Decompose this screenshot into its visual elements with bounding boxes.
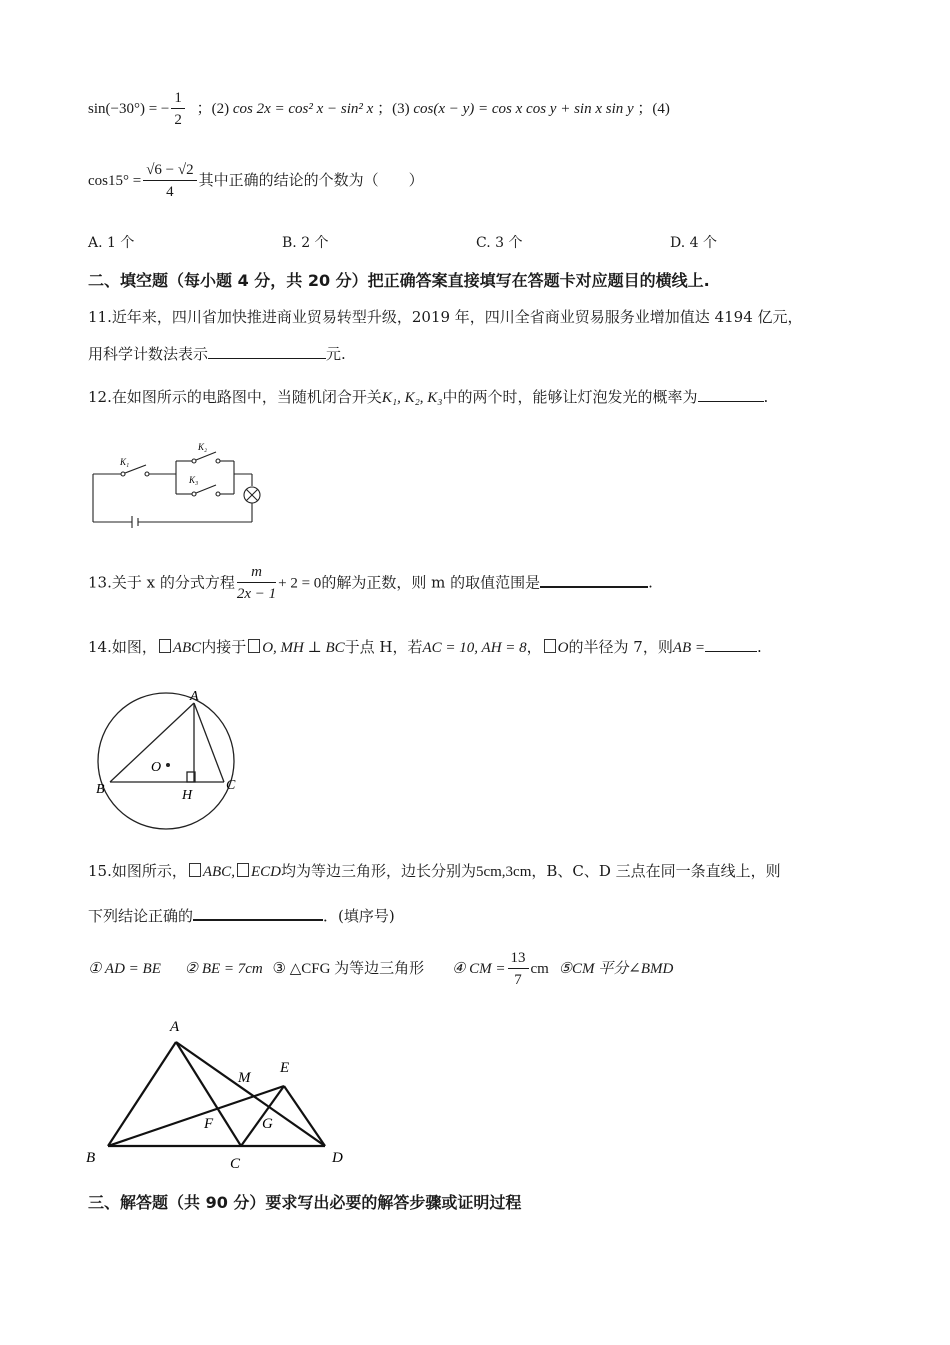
q10-statement-line [88, 88, 670, 131]
q13-text: 13.关于 x 的分式方程 $\frac{m}{2x - 1}$ + 2 = 0的解为正数，则 m 的取值范围是 . [88, 562, 653, 605]
q10-s3: cos(x − y) = cos x cos y + sin x sin y [413, 100, 634, 117]
q10-s2: cos 2x = cos² x − sin² x [232, 100, 374, 117]
q10-option-c[interactable]: C. 3 个 [476, 235, 523, 251]
q12-answer-blank[interactable] [698, 387, 764, 402]
q15-choices: ① AD = BE ② BE = 7cm ③ △CFG 为等边三角形 ④ CM = $\frac{13}{7}$ cm ⑤CM 平分∠BMD [88, 948, 673, 991]
q14-label-h: H [182, 788, 193, 803]
q14-circle-diagram [94, 685, 254, 835]
q14-text: 14.如图， ABC内接于 O, MH ⊥ BC于点 H，若AC = 10, AH = 8， O的半径为 7，则AB = . [88, 638, 762, 656]
section-2-title: 二、填空题（每小题 4 分，共 20 分）把正确答案直接填写在答题卡对应题目的横线上. [88, 271, 710, 290]
q15-choice-3: ③ △CFG 为等边三角形 [272, 960, 425, 977]
q10-label-2: ；(2) [196, 100, 230, 117]
q15-label-g: G [262, 1116, 273, 1132]
q13-fraction: $\frac{m}{2x - 1}$ [236, 564, 277, 602]
q10-question: 其中正确的结论的个数为（ ） [198, 172, 424, 189]
q10-label-3: ；(3) [377, 100, 410, 117]
q15-choice-5: ⑤CM 平分∠BMD [558, 960, 674, 977]
q15-label-b: B [86, 1150, 96, 1166]
q11-line-1: 11.近年来，四川省加快推进商业贸易转型升级，2019 年，四川全省商业贸易服务业增加值达 4194 亿元， [88, 308, 803, 326]
q12-label-k2: K₂ [198, 442, 208, 452]
q15-triangle-diagram [84, 1014, 354, 1174]
q10-option-a[interactable]: A. 1 个 [88, 235, 135, 251]
q10-statement-4 [88, 160, 424, 203]
q15-line-2: 下列结论正确的 ．(填序号) [88, 907, 395, 925]
q15-choice-4-fraction: $\frac{13}{7}$ [508, 948, 529, 991]
triangle-symbol-placeholder [159, 639, 171, 653]
q15-line-1: 15.如图所示， ABC, ECD均为等边三角形，边长分别为5cm,3cm，B、C、D 三点在同一条直线上，则 [88, 862, 781, 880]
q15-label-a: A [170, 1019, 180, 1035]
q12-text: 12.在如图所示的电路图中，当随机闭合开关K₁, K₂, K₃中的两个时，能够让灯泡发光的概率为 . [88, 388, 769, 406]
q14-answer-blank[interactable] [705, 637, 757, 652]
q15-answer-blank[interactable] [193, 905, 323, 921]
q12-label-k3: K₃ [189, 475, 199, 485]
q15-choice-4: ④ CM = [451, 960, 506, 977]
q14-label-o: O [151, 760, 162, 775]
triangle-symbol-placeholder [189, 863, 201, 877]
triangle-symbol-placeholder [237, 863, 249, 877]
q15-choice-1: ① AD = BE [88, 960, 161, 977]
q13-answer-blank[interactable] [540, 572, 648, 588]
q15-label-f: F [204, 1116, 214, 1132]
q10-option-b[interactable]: B. 2 个 [282, 235, 329, 251]
q15-label-e: E [280, 1060, 290, 1076]
circle-symbol-placeholder [544, 639, 556, 653]
q10-option-d[interactable]: D. 4 个 [670, 235, 717, 251]
q15-label-m: M [238, 1070, 251, 1086]
q10-s4-fraction: $\frac{√6 - √2}{4}$ [143, 160, 196, 203]
q10-s4: cos15° = [88, 172, 142, 189]
q12-switches: K₁, K₂, K₃ [381, 390, 443, 406]
q15-label-c: C [230, 1156, 241, 1172]
section-3-title: 三、解答题（共 90 分）要求写出必要的解答步骤或证明过程 [88, 1193, 522, 1212]
q11-line-2: 用科学计数法表示 元. [88, 345, 346, 363]
q11-answer-blank[interactable] [208, 344, 326, 359]
q14-label-a: A [190, 689, 199, 704]
q12-circuit-diagram [88, 438, 278, 528]
q14-label-c: C [226, 778, 236, 793]
q15-label-d: D [332, 1150, 343, 1166]
q10-label-4: ；(4) [637, 100, 670, 117]
q10-s1-fraction: $\frac{1}{2}$ [171, 88, 185, 131]
q12-label-k1: K₁ [120, 457, 130, 467]
q10-s1: sin(−30°) = − [88, 100, 170, 117]
q15-choice-2: ② BE = 7cm [184, 960, 263, 977]
q14-label-b: B [96, 782, 105, 797]
circle-symbol-placeholder [248, 639, 260, 653]
